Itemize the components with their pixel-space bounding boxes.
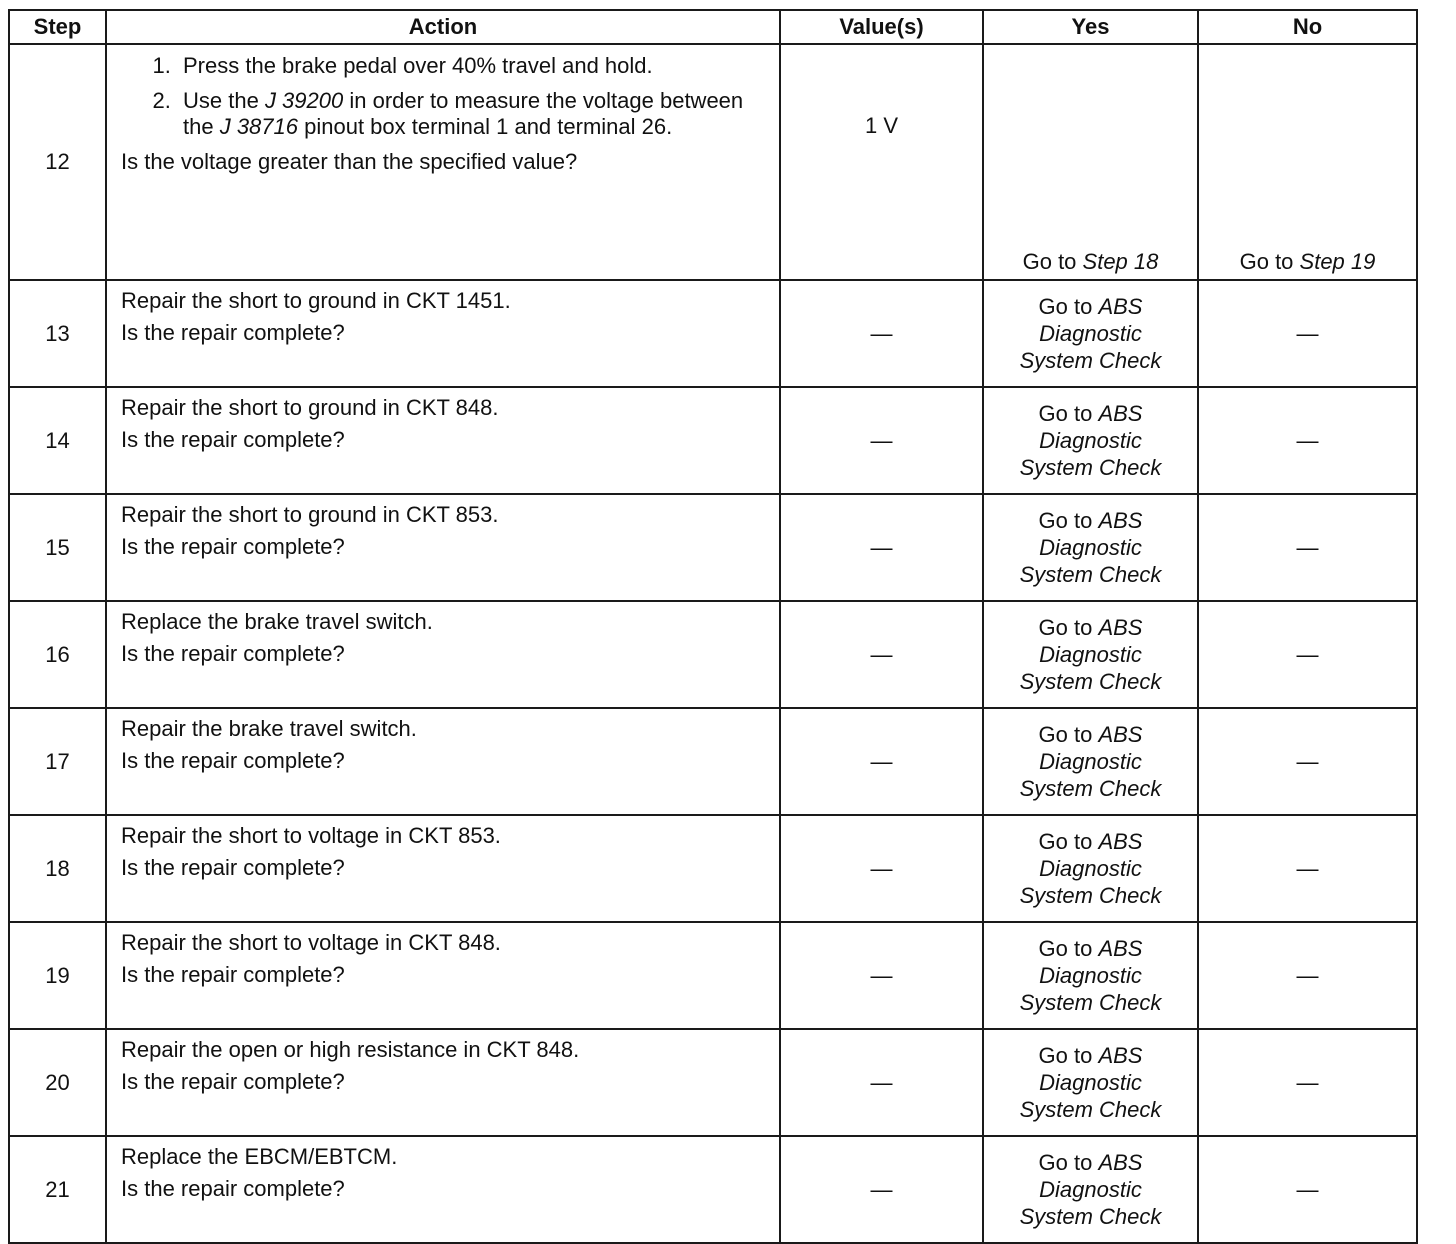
yes-cell (983, 815, 1198, 922)
no-cell (1198, 922, 1417, 1029)
no-dash: — (1296, 642, 1319, 667)
value-cell (780, 601, 983, 708)
action-question: Is the repair complete? (121, 748, 345, 773)
no-prefix: Go to (1239, 249, 1300, 274)
yes-link-system-check[interactable]: System Check (1019, 990, 1162, 1015)
action-question: Is the repair complete? (121, 1069, 345, 1094)
no-cell (1198, 1136, 1417, 1243)
no-dash: — (1296, 535, 1319, 560)
step-number: 18 (9, 815, 106, 922)
yes-cell (983, 601, 1198, 708)
action-steps-list (121, 53, 769, 140)
yes-link-abs[interactable]: ABS (1098, 936, 1143, 961)
header-yes: Yes (983, 10, 1198, 44)
value-cell (780, 815, 983, 922)
yes-cell (983, 1136, 1198, 1243)
value-cell (780, 387, 983, 494)
value-dash: — (870, 962, 893, 988)
action-question: Is the repair complete? (121, 962, 345, 987)
value-cell (780, 1029, 983, 1136)
diagnostic-table (8, 9, 1418, 1244)
step-number: 17 (9, 708, 106, 815)
yes-prefix: Go to (1038, 615, 1099, 640)
yes-link-diagnostic[interactable]: Diagnostic (1039, 535, 1142, 560)
step-number: 20 (9, 1029, 106, 1136)
action-question: Is the repair complete? (121, 1176, 345, 1201)
step-number: 14 (9, 387, 106, 494)
yes-link-abs[interactable]: ABS (1098, 722, 1143, 747)
action-cell (106, 1029, 780, 1136)
yes-link-diagnostic[interactable]: Diagnostic (1039, 963, 1142, 988)
yes-link-diagnostic[interactable]: Diagnostic (1039, 1177, 1142, 1202)
yes-link-diagnostic[interactable]: Diagnostic (1039, 642, 1142, 667)
action-cell (106, 280, 780, 387)
action-step-item (177, 88, 769, 140)
yes-prefix: Go to (1038, 1043, 1099, 1068)
table-row-step-12 (9, 44, 1417, 280)
action-text: in order to measure the voltage between the (183, 88, 744, 139)
action-text: Replace the brake travel switch. (121, 609, 433, 634)
value-cell: 1 V (780, 44, 983, 280)
no-cell (1198, 1029, 1417, 1136)
yes-cell (983, 494, 1198, 601)
value-dash: — (870, 427, 893, 453)
yes-cell (983, 922, 1198, 1029)
yes-link-abs[interactable]: ABS (1098, 1043, 1143, 1068)
step-number: 15 (9, 494, 106, 601)
yes-link-abs[interactable]: ABS (1098, 401, 1143, 426)
yes-link-diagnostic[interactable]: Diagnostic (1039, 428, 1142, 453)
header-action: Action (106, 10, 780, 44)
action-cell (106, 1136, 780, 1243)
yes-prefix: Go to (1038, 829, 1099, 854)
yes-prefix: Go to (1038, 722, 1099, 747)
value-dash: — (870, 748, 893, 774)
yes-link-system-check[interactable]: System Check (1019, 348, 1162, 373)
no-dash: — (1296, 428, 1319, 453)
yes-prefix: Go to (1038, 508, 1099, 533)
no-cell (1198, 44, 1417, 280)
table-row (9, 280, 1417, 387)
yes-prefix: Go to (1038, 1150, 1099, 1175)
action-text: Repair the short to ground in CKT 1451. (121, 288, 511, 313)
no-dash: — (1296, 856, 1319, 881)
action-step-item: 1. Press the brake pedal over 40% travel and hold. (177, 53, 769, 79)
yes-cell (983, 387, 1198, 494)
yes-cell (983, 708, 1198, 815)
value-cell (780, 922, 983, 1029)
action-question: Is the repair complete? (121, 534, 345, 559)
value-cell (780, 494, 983, 601)
action-text: Replace the EBCM/EBTCM. (121, 1144, 398, 1169)
yes-prefix: Go to (1022, 249, 1083, 274)
yes-link-abs[interactable]: ABS (1098, 508, 1143, 533)
yes-prefix: Go to (1038, 401, 1099, 426)
action-text: Repair the brake travel switch. (121, 716, 417, 741)
action-cell (106, 815, 780, 922)
tool-reference: J 38716 (219, 114, 298, 139)
table-row (9, 1029, 1417, 1136)
value-dash: — (870, 1069, 893, 1095)
action-text: Repair the short to ground in CKT 848. (121, 395, 499, 420)
table-row (9, 922, 1417, 1029)
action-cell (106, 494, 780, 601)
yes-cell (983, 1029, 1198, 1136)
action-text: Repair the open or high resistance in CKT 848. (121, 1037, 580, 1062)
value-dash: — (870, 855, 893, 881)
header-values: Value(s) (780, 10, 983, 44)
action-question: Is the repair complete? (121, 641, 345, 666)
table-row (9, 815, 1417, 922)
action-text: Use the (183, 88, 265, 113)
step-number: 12 (9, 44, 106, 280)
action-question: Is the repair complete? (121, 855, 345, 880)
no-cell (1198, 280, 1417, 387)
table-row (9, 1136, 1417, 1243)
no-dash: — (1296, 749, 1319, 774)
table-row (9, 708, 1417, 815)
yes-link-diagnostic[interactable]: Diagnostic (1039, 321, 1142, 346)
step-number: 19 (9, 922, 106, 1029)
yes-prefix: Go to (1038, 936, 1099, 961)
yes-link-abs[interactable]: ABS (1098, 294, 1143, 319)
step-number: 13 (9, 280, 106, 387)
action-cell (106, 922, 780, 1029)
value-dash: — (870, 534, 893, 560)
yes-link-system-check[interactable]: System Check (1019, 562, 1162, 587)
table-row (9, 387, 1417, 494)
yes-link-system-check[interactable]: System Check (1019, 669, 1162, 694)
no-cell (1198, 815, 1417, 922)
value-dash: — (870, 641, 893, 667)
header-step: Step (9, 10, 106, 44)
yes-step-link[interactable]: Step 18 (1082, 249, 1159, 274)
value-cell (780, 1136, 983, 1243)
action-text: Repair the short to ground in CKT 853. (121, 502, 499, 527)
no-cell (1198, 387, 1417, 494)
no-dash: — (1296, 1177, 1319, 1202)
value-dash: — (870, 1176, 893, 1202)
action-cell (106, 387, 780, 494)
no-dash: — (1296, 963, 1319, 988)
table-row (9, 494, 1417, 601)
table-row (9, 601, 1417, 708)
action-question: Is the repair complete? (121, 320, 345, 345)
action-text: Repair the short to voltage in CKT 853. (121, 823, 501, 848)
header-row (9, 10, 1417, 44)
value-cell (780, 280, 983, 387)
yes-prefix: Go to (1038, 294, 1099, 319)
action-cell (106, 601, 780, 708)
no-step-link[interactable]: Step 19 (1299, 249, 1376, 274)
action-text: pinout box terminal 1 and terminal 26. (298, 114, 673, 139)
action-cell (106, 708, 780, 815)
yes-link-system-check[interactable]: System Check (1019, 1097, 1162, 1122)
no-cell (1198, 494, 1417, 601)
yes-link-system-check[interactable]: System Check (1019, 883, 1162, 908)
yes-link-abs[interactable]: ABS (1098, 829, 1143, 854)
action-cell (106, 44, 780, 280)
yes-link-diagnostic[interactable]: Diagnostic (1039, 1070, 1142, 1095)
action-question: Is the voltage greater than the specified value? (121, 149, 578, 174)
step-number: 21 (9, 1136, 106, 1243)
action-text: Repair the short to voltage in CKT 848. (121, 930, 501, 955)
step-number: 16 (9, 601, 106, 708)
no-cell (1198, 601, 1417, 708)
yes-cell (983, 44, 1198, 280)
yes-link-system-check[interactable]: System Check (1019, 455, 1162, 480)
yes-link-abs[interactable]: ABS (1098, 1150, 1143, 1175)
yes-link-diagnostic[interactable]: Diagnostic (1039, 856, 1142, 881)
action-question: Is the repair complete? (121, 427, 345, 452)
yes-cell (983, 280, 1198, 387)
no-dash: — (1296, 321, 1319, 346)
value-cell (780, 708, 983, 815)
value-dash: — (870, 320, 893, 346)
yes-link-system-check[interactable]: System Check (1019, 1204, 1162, 1229)
tool-reference: J 39200 (264, 88, 344, 113)
header-no: No (1198, 10, 1417, 44)
yes-link-abs[interactable]: ABS (1098, 615, 1143, 640)
yes-link-system-check[interactable]: System Check (1019, 776, 1162, 801)
no-dash: — (1296, 1070, 1319, 1095)
yes-link-diagnostic[interactable]: Diagnostic (1039, 749, 1142, 774)
no-cell (1198, 708, 1417, 815)
